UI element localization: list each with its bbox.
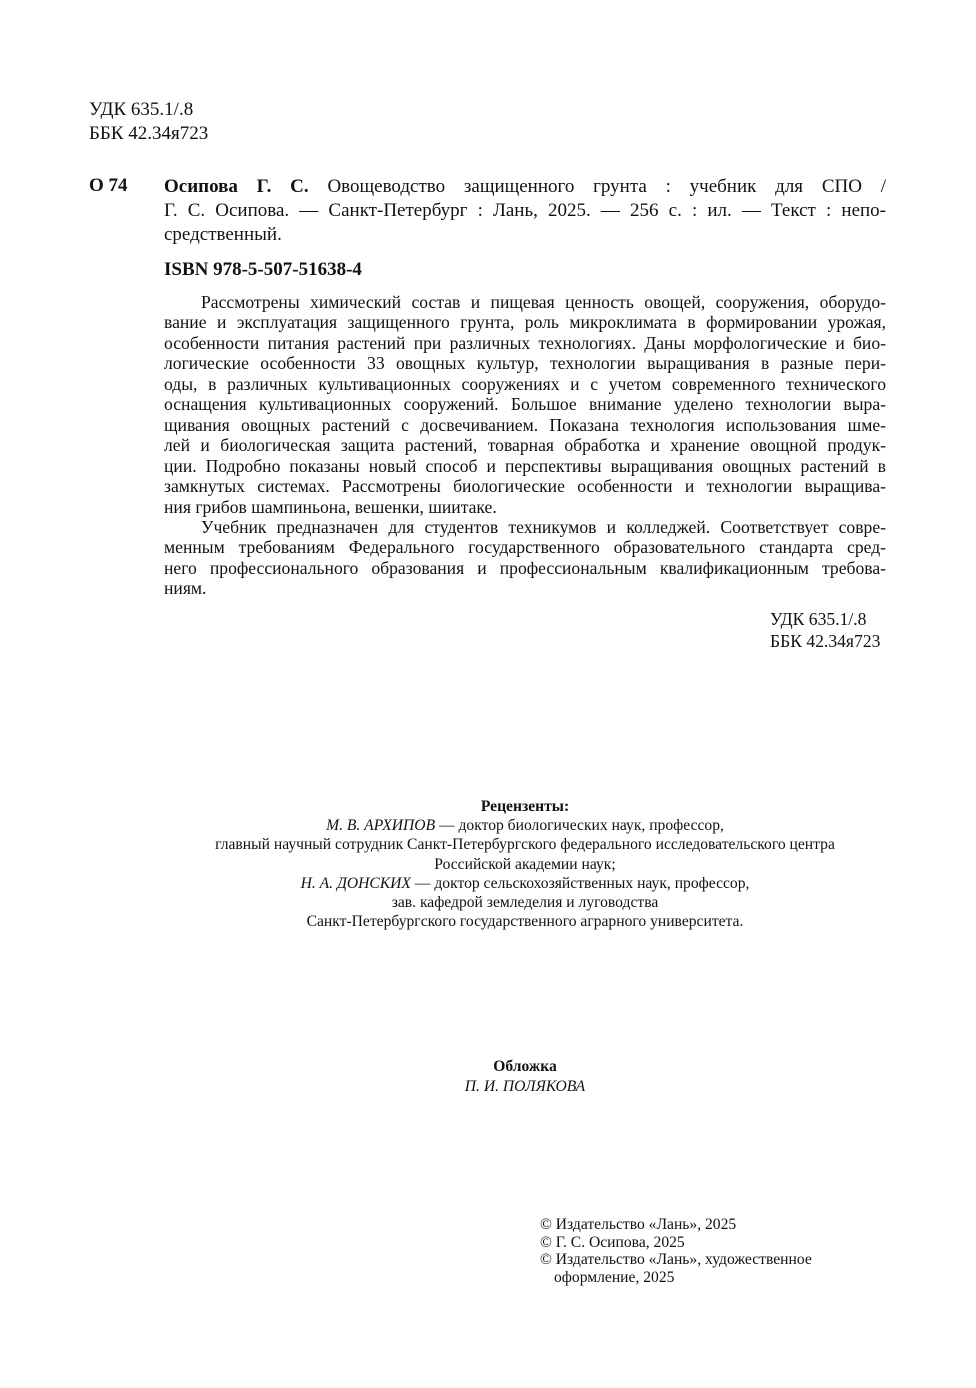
reviewers-heading: Рецензенты: [480,798,570,815]
author-index-code: О 74 [89,175,128,196]
abstract-line: логические особенности 33 овощных культур, технологии выращивания в разные пери- [164,353,886,374]
reviewers-block [100,797,950,931]
copyright-line: © Издательство «Лань», 2025 [540,1216,737,1233]
cover-designer: П. И. ПОЛЯКОВА [464,1077,586,1095]
cover-heading: Обложка [493,1058,557,1075]
reviewer-1-name: М. В. АРХИПОВ [326,817,436,835]
classification-codes-bottom [770,608,880,652]
udk-code: УДК 635.1/.8 [89,99,194,120]
abstract-line: ния грибов шампиньона, вешенки, шиитаке. [164,496,497,517]
reviewer-2-name: Н. А. ДОНСКИХ [300,874,411,892]
bib-line-3: средственный. [164,224,282,245]
abstract-line: Учебник предназначен для студентов техникумов и колледжей. Соответствует совре- [201,516,886,537]
isbn: ISBN 978-5-507-51638-4 [164,259,362,280]
copyright-line: © Г. С. Осипова, 2025 [540,1233,685,1251]
bib-title: Овощеводство защищенного грунта : учебник для СПО / [327,176,887,197]
bib-line-1 [164,175,886,199]
abstract-line: замкнутых системах. Рассмотрены биологические особенности и технологии выращива- [164,476,886,497]
bib-line-2: Г. С. Осипова. — Санкт-Петербург : Лань, 2025. — 256 с. : ил. — Текст : непо- [164,200,886,221]
classification-codes-top [89,98,208,146]
bibliographic-entry [164,175,886,247]
abstract-line: оды, в различных культивационных сооружениях и с учетом современного технического [164,373,886,394]
abstract-line: ции. Подробно показаны новый способ и перспективы выращивания овощных растений в [164,455,886,476]
bbk-code: ББК 42.34я723 [89,123,209,144]
abstract-line: ниям. [164,578,207,599]
abstract [164,292,886,599]
reviewer-2 [100,874,950,893]
bbk-code: ББК 42.34я723 [770,631,881,651]
bib-author: Осипова Г. С. [164,176,309,197]
abstract-line: менным требованиям Федерального государственного образовательного стандарта сред- [164,537,886,558]
udk-code: УДК 635.1/.8 [770,609,867,629]
reviewer-2-position: зав. кафедрой земледелия и луговодства [391,894,659,912]
abstract-line: лей и биологическая защита растений, товарная обработка и хранение овощной продук- [164,435,886,456]
reviewer-1-title: — доктор биологических наук, профессор, [435,817,724,835]
abstract-line: оснащения культивационных сооружений. Большое внимание уделено технологии выра- [164,394,886,415]
abstract-line: особенности питания растений при различных технологиях. Даны морфологические и био- [164,332,886,353]
reviewer-2-title: — доктор сельскохозяйственных наук, профессор, [410,874,750,892]
reviewer-2-organization: Санкт-Петербургского государственного аграрного университета. [306,913,744,931]
reviewer-1-organization: Российской академии наук; [434,855,616,873]
abstract-line: вание и эксплуатация защищенного грунта, роль микроклимата в формировании урожая, [164,312,886,333]
abstract-line: него профессионального образования и профессиональным квалификационным требова- [164,557,886,578]
cover-credit [100,1057,950,1096]
copyright-line: © Издательство «Лань», художественное [540,1251,812,1269]
copyright-block [540,1216,812,1286]
abstract-line: щивания овощных растений с досвечиванием. Показана технология использования шме- [164,414,886,435]
abstract-line: Рассмотрены химический состав и пищевая ценность овощей, сооружения, оборудо- [201,292,886,312]
reviewer-1-position: главный научный сотрудник Санкт-Петербургского федерального исследовательского центра [215,836,835,854]
copyright-line: оформление, 2025 [554,1268,675,1286]
reviewer-1 [100,816,950,835]
